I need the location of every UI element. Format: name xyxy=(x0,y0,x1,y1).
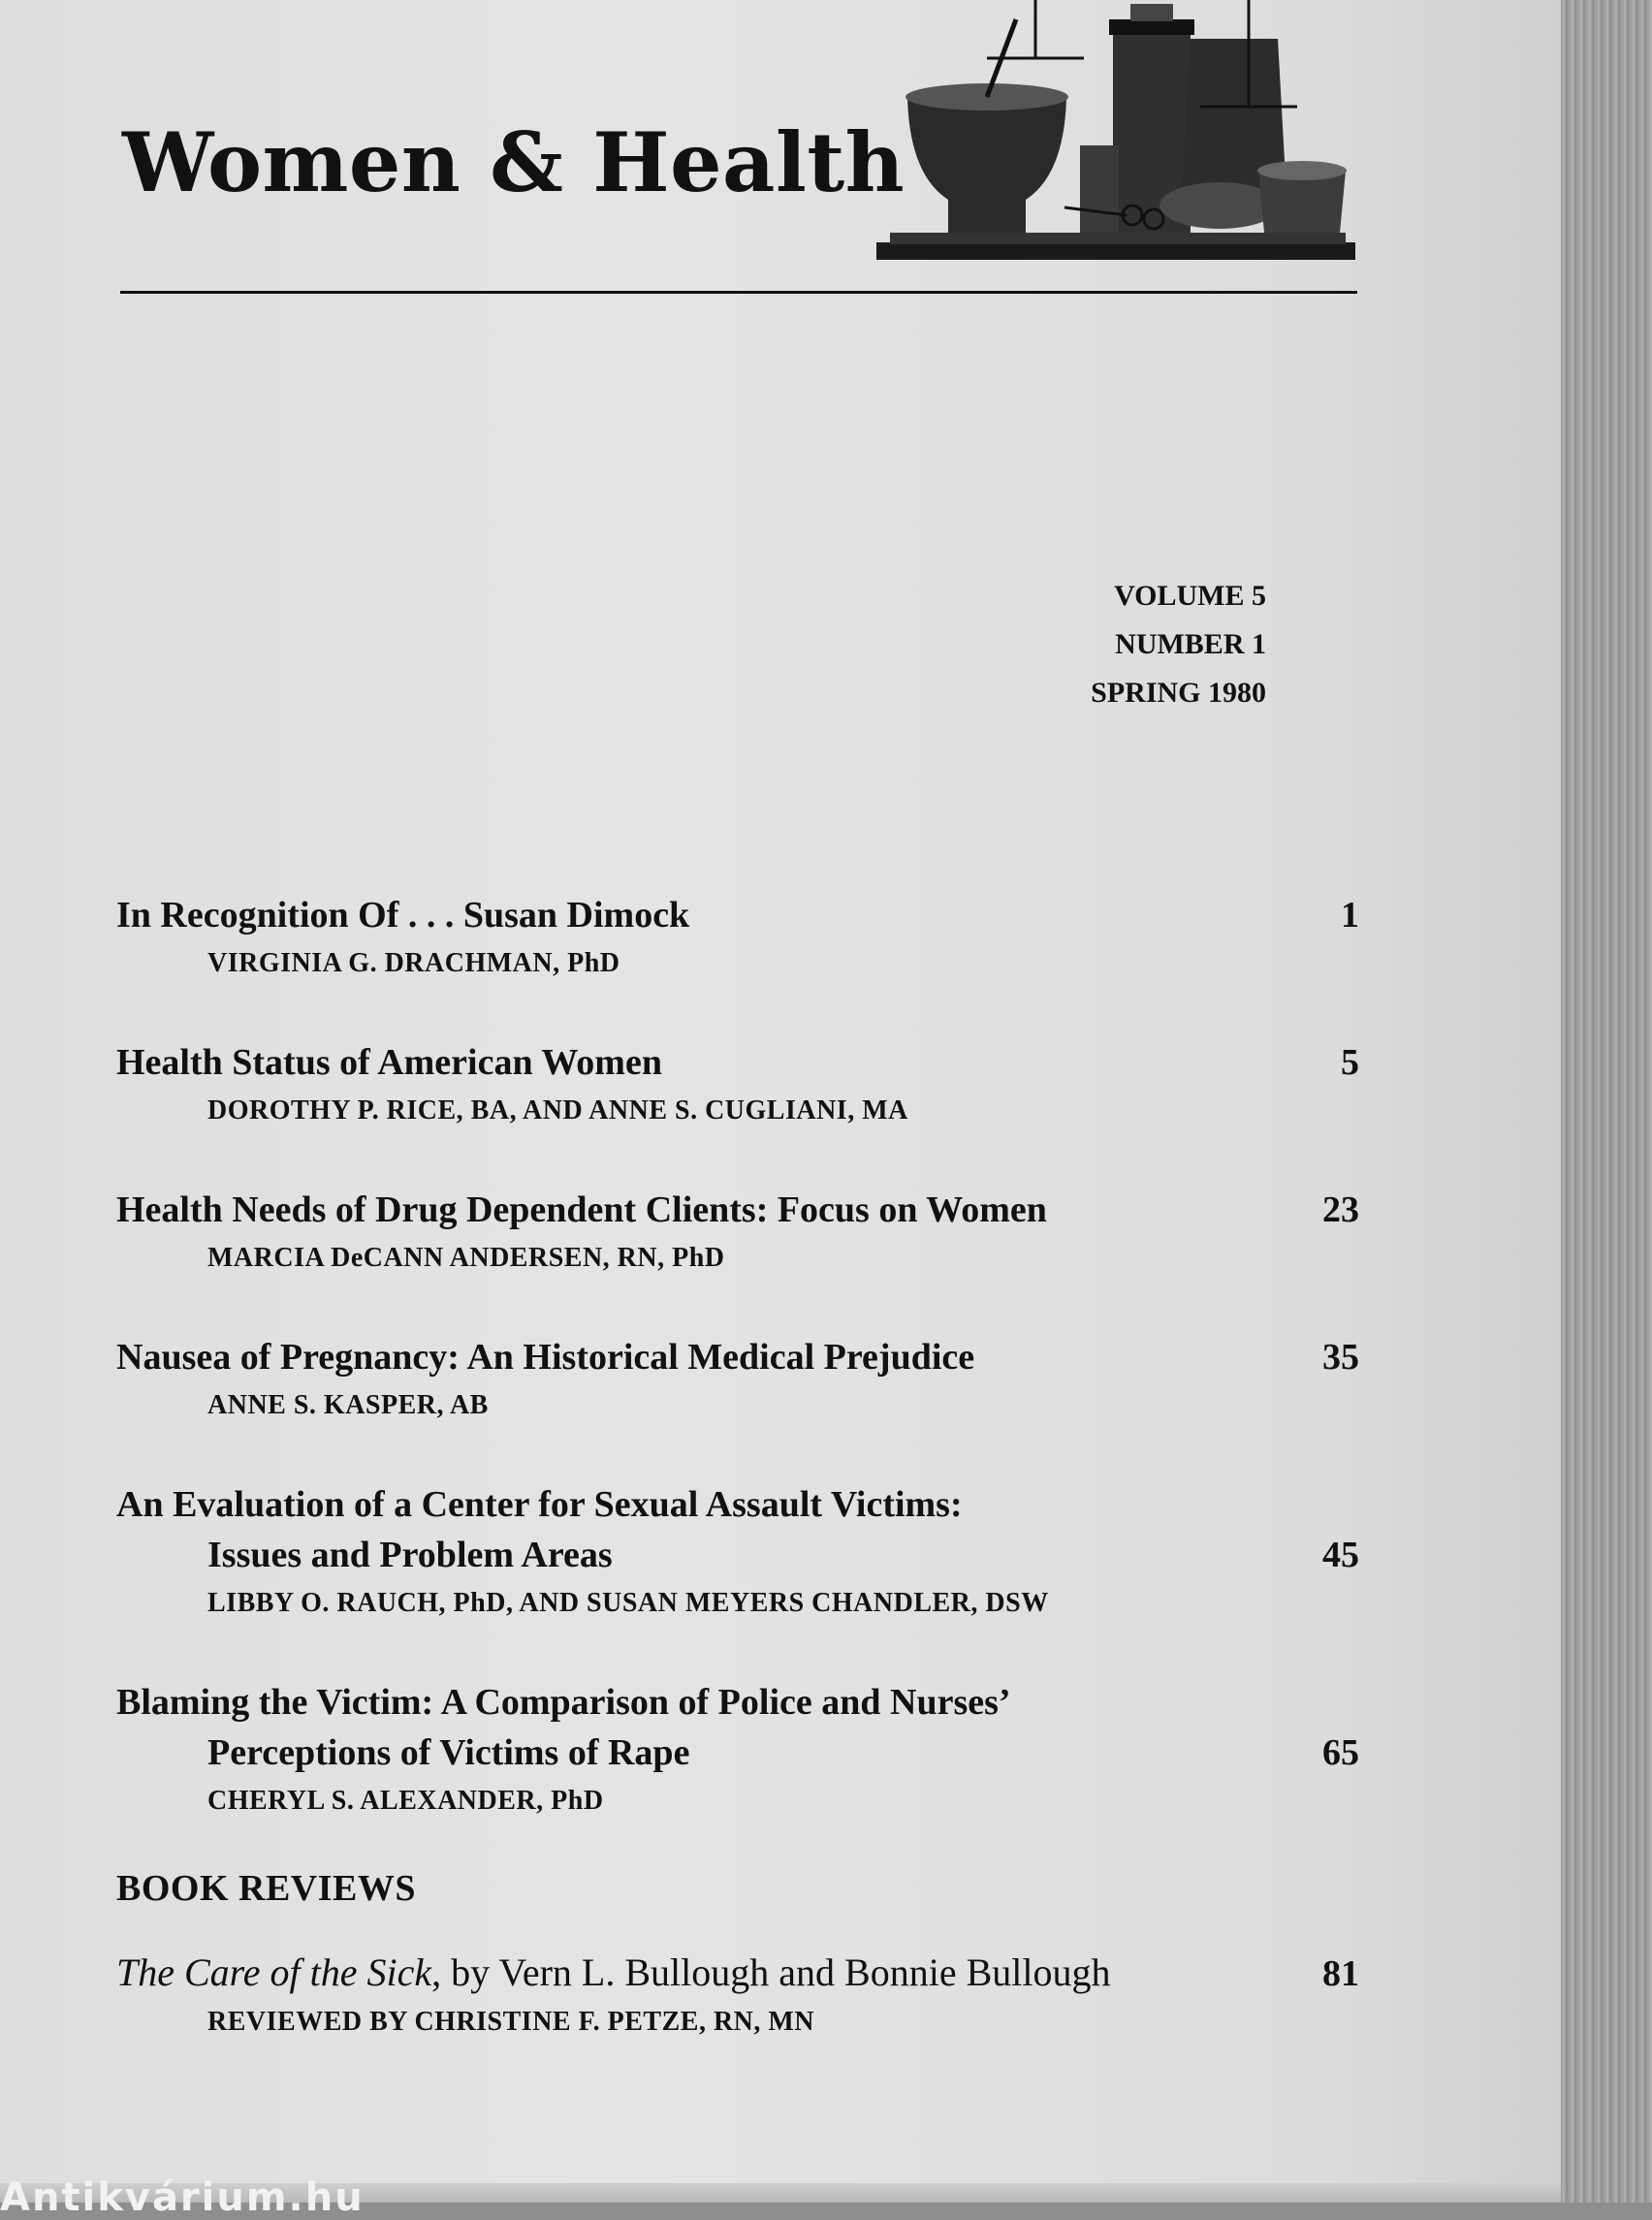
article-title-line: Blaming the Victim: A Comparison of Police and Nurses’ xyxy=(116,1682,1011,1723)
page-number: 5 xyxy=(1341,1042,1359,1083)
book-reviews-heading: BOOK REVIEWS xyxy=(116,1868,417,1909)
book-review-entry[interactable] xyxy=(116,1947,1359,2046)
toc-entry[interactable] xyxy=(116,890,1359,987)
article-title-line: Perceptions of Victims of Rape xyxy=(207,1732,690,1773)
article-title: Nausea of Pregnancy: An Historical Medical Prejudice xyxy=(116,1337,975,1378)
page-number: 35 xyxy=(1322,1337,1359,1378)
article-title: Health Needs of Drug Dependent Clients: Focus on Women xyxy=(116,1189,1047,1230)
issue-info xyxy=(1091,572,1266,717)
page-number: 45 xyxy=(1322,1535,1359,1575)
page-number: 23 xyxy=(1322,1189,1359,1230)
reviewer: REVIEWED BY CHRISTINE F. PETZE, RN, MN xyxy=(207,2007,815,2037)
toc-entry[interactable] xyxy=(116,1332,1359,1429)
page-number: 1 xyxy=(1341,895,1359,936)
article-author: CHERYL S. ALEXANDER, PhD xyxy=(207,1786,604,1816)
article-author: DOROTHY P. RICE, BA, AND ANNE S. CUGLIANI, MA xyxy=(207,1095,908,1126)
toc-entry[interactable] xyxy=(116,1479,1359,1627)
watermark-text: Antikvárium.hu xyxy=(0,2175,365,2220)
page-edge xyxy=(1561,0,1652,2203)
toc-entry[interactable] xyxy=(116,1677,1359,1824)
article-title xyxy=(116,1479,1359,1580)
toc-entry[interactable] xyxy=(116,1037,1359,1134)
article-title-line: Issues and Problem Areas xyxy=(207,1535,613,1575)
table-of-contents xyxy=(116,890,1359,2046)
article-title: Health Status of American Women xyxy=(116,1042,662,1083)
book-byline: , by Vern L. Bullough and Bonnie Bullough xyxy=(431,1950,1111,1994)
volume-label: VOLUME 5 xyxy=(1114,580,1266,612)
article-title: In Recognition Of . . . Susan Dimock xyxy=(116,895,690,936)
masthead-rule xyxy=(120,291,1357,294)
number-label: NUMBER 1 xyxy=(1115,628,1266,660)
page-number: 81 xyxy=(1322,1953,1359,1994)
season-label: SPRING 1980 xyxy=(1091,677,1266,709)
article-author: MARCIA DeCANN ANDERSEN, RN, PhD xyxy=(207,1243,725,1273)
article-author: LIBBY O. RAUCH, PhD, AND SUSAN MEYERS CHANDLER, DSW xyxy=(207,1588,1049,1618)
journal-title: Women & Health xyxy=(122,114,905,210)
book-title: The Care of the Sick xyxy=(116,1950,432,1994)
article-author: ANNE S. KASPER, AB xyxy=(207,1390,489,1420)
article-title-line: An Evaluation of a Center for Sexual Assault Victims: xyxy=(116,1484,963,1525)
apothecary-illustration xyxy=(871,0,1361,270)
article-author: VIRGINIA G. DRACHMAN, PhD xyxy=(207,948,620,978)
review-title xyxy=(116,1947,1359,1999)
toc-entry[interactable] xyxy=(116,1185,1359,1282)
page-number: 65 xyxy=(1322,1732,1359,1773)
article-title xyxy=(116,1677,1359,1778)
